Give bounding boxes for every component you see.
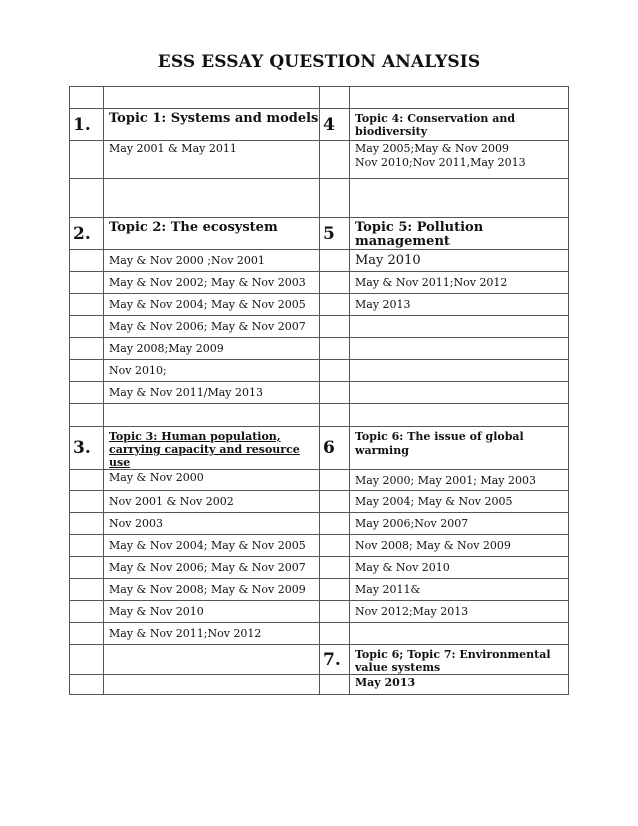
table-cell: May & Nov 2000 ;Nov 2001 [104, 250, 320, 272]
cell-line: Nov 2010;Nov 2011,May 2013 [355, 156, 526, 169]
table-row [70, 360, 569, 382]
topic-7-heading: Topic 6; Topic 7: Environmental value systems [350, 645, 569, 675]
table-cell: May & Nov 2011/May 2013 [104, 382, 320, 404]
cell-line: May 2005;May & Nov 2009 [355, 142, 510, 155]
table-cell: May & Nov 2008; May & Nov 2009 [104, 579, 320, 601]
table-row [70, 427, 569, 470]
table-row [70, 141, 569, 179]
table-cell: May & Nov 2010 [104, 601, 320, 623]
table-cell: May 2001 & May 2011 [104, 141, 320, 179]
table-cell: May 2013 [350, 675, 569, 695]
table-cell: Nov 2012;May 2013 [350, 601, 569, 623]
table-row [70, 382, 569, 404]
table-row [70, 294, 569, 316]
table-cell: May 2013 [350, 294, 569, 316]
table-row [70, 645, 569, 675]
table-cell: May 2011& [350, 579, 569, 601]
topic-3-heading: Topic 3: Human population, carrying capacity and resource use [104, 427, 320, 470]
table-cell: May 2000; May 2001; May 2003 [350, 470, 569, 491]
table-row [70, 513, 569, 535]
topic-number: 5 [320, 218, 350, 250]
table-cell: May 2006;Nov 2007 [350, 513, 569, 535]
topic-2-heading: Topic 2: The ecosystem [104, 218, 320, 250]
table-cell: Nov 2008; May & Nov 2009 [350, 535, 569, 557]
topic-number: 7. [320, 645, 350, 675]
table-cell: May & Nov 2006; May & Nov 2007 [104, 316, 320, 338]
table-row [70, 491, 569, 513]
table-row [70, 557, 569, 579]
table-row [70, 404, 569, 427]
table-cell: May & Nov 2006; May & Nov 2007 [104, 557, 320, 579]
table-row [70, 338, 569, 360]
table-cell [350, 141, 569, 179]
table-row [70, 579, 569, 601]
table-cell: May & Nov 2010 [350, 557, 569, 579]
table-row [70, 179, 569, 218]
topic-number: 1. [70, 109, 104, 141]
table-row [70, 250, 569, 272]
table-row [70, 87, 569, 109]
topic-number: 6 [320, 427, 350, 470]
topic-number: 4 [320, 109, 350, 141]
topic-table [69, 86, 569, 695]
topic-4-heading: Topic 4: Conservation and biodiversity [350, 109, 569, 141]
table-cell: May 2008;May 2009 [104, 338, 320, 360]
table-cell: May 2004; May & Nov 2005 [350, 491, 569, 513]
topic-number: 2. [70, 218, 104, 250]
table-row [70, 109, 569, 141]
table-row [70, 675, 569, 695]
table-cell: May 2010 [350, 250, 569, 272]
table-cell: May & Nov 2011;Nov 2012 [104, 623, 320, 645]
table-row [70, 470, 569, 491]
topic-6-heading: Topic 6: The issue of global warming [350, 427, 569, 470]
table-cell: May & Nov 2000 [104, 470, 320, 491]
table-row [70, 218, 569, 250]
table-row [70, 601, 569, 623]
page-title: ESS ESSAY QUESTION ANALYSIS [157, 52, 481, 72]
topic-number: 3. [70, 427, 104, 470]
table-cell: Nov 2003 [104, 513, 320, 535]
topic-1-heading: Topic 1: Systems and models [104, 109, 320, 141]
table-cell: May & Nov 2004; May & Nov 2005 [104, 294, 320, 316]
table-row [70, 535, 569, 557]
table-row [70, 623, 569, 645]
table-cell: Nov 2001 & Nov 2002 [104, 491, 320, 513]
table-cell: Nov 2010; [104, 360, 320, 382]
table-cell: May & Nov 2002; May & Nov 2003 [104, 272, 320, 294]
table-cell: May & Nov 2011;Nov 2012 [350, 272, 569, 294]
table-row [70, 316, 569, 338]
table-row [70, 272, 569, 294]
table-cell: May & Nov 2004; May & Nov 2005 [104, 535, 320, 557]
topic-5-heading: Topic 5: Pollution management [350, 218, 569, 250]
